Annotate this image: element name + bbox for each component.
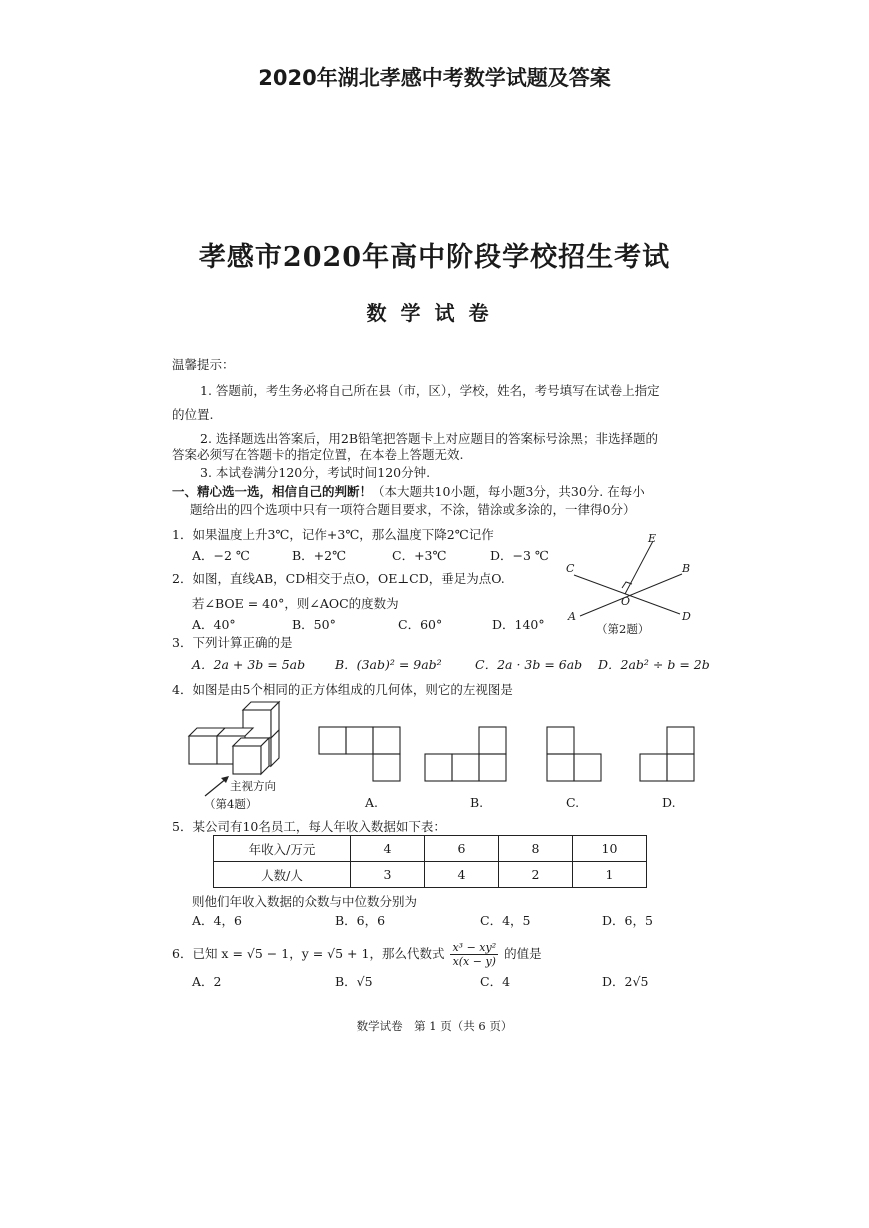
fraction-numerator: x³ − xy² [452,941,497,954]
section-1-header [172,482,645,500]
question-4-option-d: D. [662,795,676,810]
notice-item-2-line-2: 答案必须写在答题卡的指定位置，在本卷上答题无效. [172,447,464,462]
question-1-stem: 1．如果温度上升3℃，记作+3℃，那么温度下降2℃记作 [172,527,494,542]
table-row [214,836,647,862]
question-6-option-d: D．2√5 [602,974,649,989]
table-cell: 2 [499,862,573,888]
question-6-stem-pre: 6．已知 x = √5 − 1，y = √5 + 1，那么代数式 [172,946,445,961]
table-cell: 8 [499,836,573,862]
question-6-fraction [450,941,498,968]
section-1-instructions: （本大题共10小题，每小题3分，共30分. 在每小 [372,484,645,499]
question-3-option-a: A．2a + 3b = 5ab [192,657,306,672]
question-6-stem-post: 的值是 [504,946,542,961]
label-e: E [648,532,657,545]
table-cell: 4 [425,862,499,888]
subject-title: 数学试卷 [366,301,503,325]
table-cell: 3 [351,862,425,888]
question-2-figure-caption: （第2题） [596,622,650,636]
table-cell: 6 [425,836,499,862]
exam-title: 孝感市2020年高中阶段学校招生考试 [198,242,671,273]
question-2-option-c: C．60° [398,617,443,632]
notice-heading: 温馨提示： [172,357,235,372]
question-5-option-c: C．4，5 [480,913,531,928]
question-2-stem-line-1: 2．如图，直线AB，CD相交于点O，OE⊥CD，垂足为点O. [172,571,505,586]
direction-arrow-line [205,778,227,796]
table-cell: 10 [573,836,647,862]
label-a: A [568,610,576,623]
question-3-option-b: B．(3ab)² = 9ab² [335,657,442,672]
notice-item-3: 3. 本试卷满分120分，考试时间120分钟. [200,465,431,480]
question-3-stem: 3．下列计算正确的是 [172,635,293,650]
question-2-option-b: B．50° [292,617,336,632]
notice-item-1-line-2: 的位置. [172,407,214,422]
question-6-option-a: A．2 [192,974,222,989]
question-4-option-a-figure [318,726,402,782]
question-3-option-d: D．2ab² ÷ b = 2b [598,657,710,672]
label-d: D [682,610,691,623]
label-o: O [621,595,631,608]
question-2-stem-line-2: 若∠BOE = 40°，则∠AOC的度数为 [192,596,399,611]
question-4-option-d-figure [639,726,696,782]
question-4-option-c: C. [566,795,580,810]
question-6-option-b: B．√5 [335,974,373,989]
question-5-option-d: D．6，5 [602,913,653,928]
question-1-option-d: D．−3 ℃ [490,548,549,563]
question-4-stem: 4．如图是由5个相同的正方体组成的几何体，则它的左视图是 [172,682,513,697]
notice-item-2-line-1: 2. 选择题选出答案后，用2B铅笔把答题卡上对应题目的答案标号涂黑；非选择题的 [200,431,659,446]
question-4-option-c-figure [546,726,603,782]
fraction-denominator: x(x − y) [452,955,496,968]
table-cell: 4 [351,836,425,862]
table-row [214,862,647,888]
table-header-cell: 年收入/万元 [214,836,351,862]
document-title: 2020年湖北孝感中考数学试题及答案 [258,66,611,90]
question-3-option-c: C．2a · 3b = 6ab [475,657,583,672]
direction-label: 主视方向 [230,779,276,793]
question-5-option-b: B．6，6 [335,913,386,928]
question-6-stem [172,941,542,968]
notice-item-1-line-1: 1. 答题前，考生务必将自己所在县（市，区），学校，姓名，考号填写在试卷上指定 [200,383,660,398]
question-5-stem-line-2: 则他们年收入数据的众数与中位数分别为 [192,894,418,909]
question-1-option-c: C．+3℃ [392,548,447,563]
label-c: C [566,562,575,575]
question-6-option-c: C．4 [480,974,511,989]
question-4-option-b-figure [424,726,508,782]
section-1-instructions-line-2: 题给出的四个选项中只有一项符合题目要求，不涂，错涂或多涂的，一律得0分） [190,502,636,517]
page-footer: 数学试卷 第 1 页（共 6 页） [356,1019,513,1033]
question-5-stem: 5．某公司有10名员工，每人年收入数据如下表： [172,819,446,834]
section-1-title: 一、精心选一选，相信自己的判断！ [172,484,373,499]
question-2-option-a: A．40° [192,617,236,632]
income-table [213,835,647,888]
question-4-option-a: A. [365,795,379,810]
label-b: B [682,562,691,575]
table-header-cell: 人数/人 [214,862,351,888]
question-2-option-d: D．140° [492,617,545,632]
question-5-option-a: A．4，6 [192,913,242,928]
question-4-option-b: B. [470,795,484,810]
table-cell: 1 [573,862,647,888]
ray-oe [625,541,653,594]
line-ab [580,574,682,616]
question-1-option-b: B．+2℃ [292,548,347,563]
question-4-figure-caption: （第4题） [204,797,258,811]
question-1-option-a: A．−2 ℃ [192,548,250,563]
